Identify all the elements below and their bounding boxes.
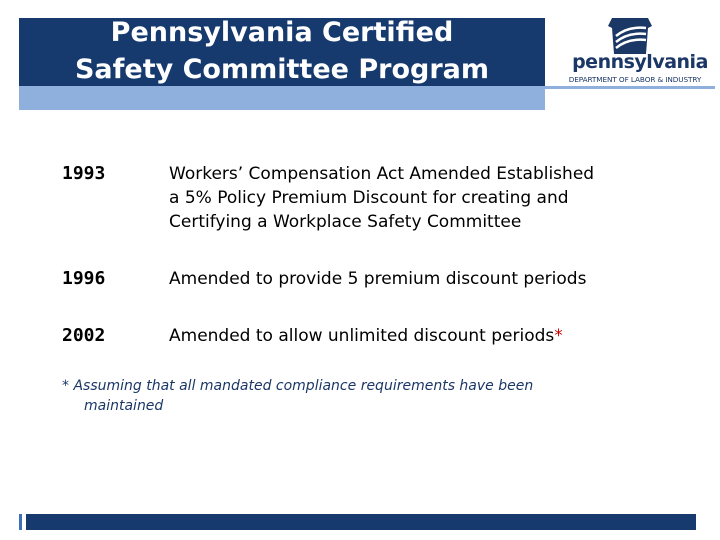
keystone-logo-icon — [608, 16, 652, 56]
timeline-year: 1996 — [62, 268, 106, 289]
logo-department: DEPARTMENT OF LABOR & INDUSTRY — [568, 75, 702, 84]
timeline-text: Amended to allow unlimited discount periods — [169, 326, 555, 346]
footnote-line-2: maintained — [84, 398, 164, 414]
footer-accent — [19, 514, 22, 530]
timeline-year: 1993 — [62, 163, 106, 184]
footnote-marker: * — [554, 326, 563, 346]
title-line-1: Pennsylvania Certified — [110, 17, 454, 48]
footnote — [62, 376, 662, 416]
timeline-description: Workers’ Compensation Act Amended Established a 5% Policy Premium Discount for creating and Certifying a Workplace Safety Committee — [169, 164, 595, 232]
title-accent-bar — [19, 86, 545, 110]
timeline-description — [169, 324, 709, 348]
logo-underline — [545, 86, 715, 89]
timeline-year: 2002 — [62, 325, 106, 346]
timeline-description: Amended to provide 5 premium discount periods — [169, 269, 587, 289]
logo-wordmark: pennsylvania — [572, 51, 708, 73]
title-line-2: Safety Committee Program — [74, 54, 489, 85]
footer-bar — [26, 514, 696, 530]
footnote-line-1: * Assuming that all mandated compliance requirements have been — [62, 378, 534, 394]
page-title — [19, 14, 545, 88]
